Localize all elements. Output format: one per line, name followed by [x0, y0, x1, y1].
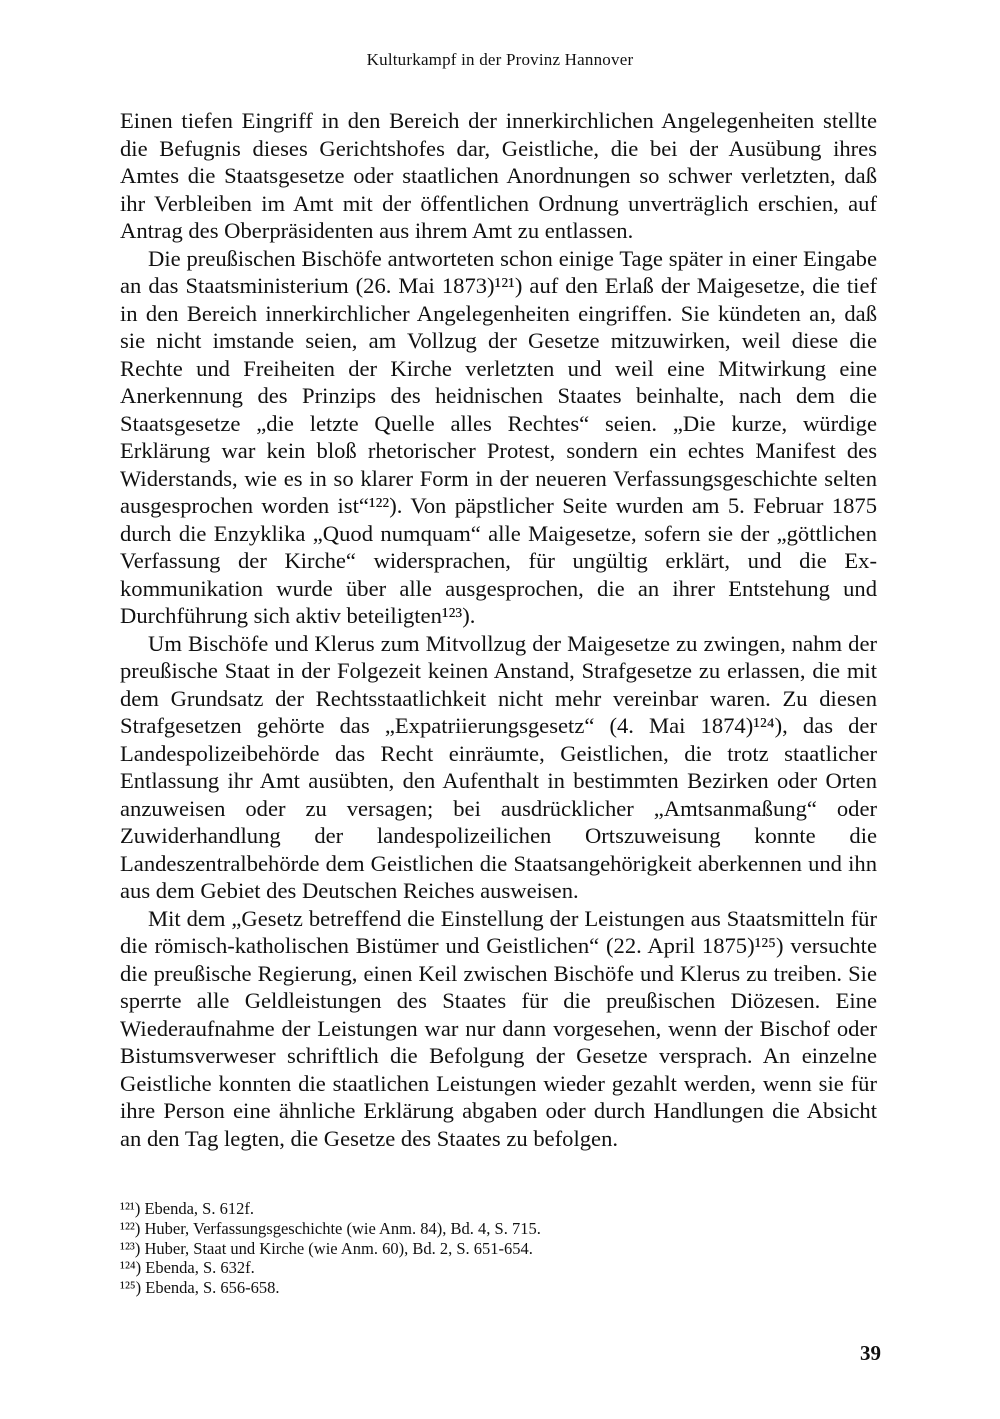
- running-head: Kulturkampf in der Provinz Hannover: [366, 50, 634, 69]
- page-number: 39: [860, 1341, 881, 1365]
- paragraph-3: Um Bischöfe und Klerus zum Mitvollzug der Maigesetze zu zwingen, nahm der preußische Staat in der Folgezeit keinen Anstand, Strafgesetze zu erlassen, die mit dem Grundsatz der Rechtsstaatlichkeit nicht mehr vereinbar waren. Zu diesen Strafgesetzen gehörte das „Expatriierungsgesetz“ (4. Mai 1874)¹²⁴), das der Landespolizeibehörde das Recht einräumte, Geistlichen, die trotz staatlicher Entlassung ihr Amt ausübten, den Aufenthalt in bestimmten Bezirken oder Orten anzuweisen oder zu versagen; bei ausdrücklicher „Amtsanmaßung“ oder Zuwiderhandlung der landespolizeilichen Ortszuweisung konnte die Landeszentralbehörde dem Geistlichen die Staatsangehörigkeit aberkennen und ihn aus dem Gebiet des Deutschen Reiches ausweisen.: [120, 630, 877, 903]
- footnote-123: ¹²³) Huber, Staat und Kirche (wie Anm. 60), Bd. 2, S. 651-654.: [120, 1238, 533, 1258]
- body-text: [120, 107, 877, 1152]
- footnote-124: ¹²⁴) Ebenda, S. 632f.: [120, 1258, 255, 1278]
- paragraph-1: Einen tiefen Eingriff in den Bereich der innerkirchlichen Angelegenheiten stellte die Befugnis dieses Gerichtshofes dar, Geistliche, die bei der Ausübung ihres Amtes die Staatsgesetze oder staatlichen Anordnungen so schwer verletzten, daß ihr Verbleiben im Amt mit der öffentlichen Ordnung unverträglich erschien, auf Antrag des Oberpräsidenten aus ihrem Amt zu entlassen.: [120, 108, 877, 243]
- footnote-125: ¹²⁵) Ebenda, S. 656-658.: [120, 1278, 280, 1298]
- footnote-121: ¹²¹) Ebenda, S. 612f.: [120, 1199, 254, 1218]
- paragraph-4: Mit dem „Gesetz betreffend die Einstellung der Leistungen aus Staatsmitteln für die römisch-katholischen Bistümer und Geistlichen“ (22. April 1875)¹²⁵) versuchte die preußische Regierung, einen Keil zwischen Bischöfe und Klerus zu treiben. Sie sperrte alle Geldleistungen des Staates für die preußischen Diözesen. Eine Wiederaufnahme der Leistungen war nur dann vorgesehen, wenn der Bischof oder Bistumsverweser schriftlich die Befolgung der Gesetze versprach. An einzelne Geistliche konnten die staatlichen Leistungen wieder gezahlt werden, wenn sie für ihre Person eine ähnliche Erklärung abgaben oder durch Handlungen die Absicht an den Tag legten, die Gesetze des Staates zu befolgen.: [120, 905, 877, 1151]
- footnotes: [120, 1199, 877, 1298]
- footnote-122: ¹²²) Huber, Verfassungsgeschichte (wie Anm. 84), Bd. 4, S. 715.: [120, 1218, 541, 1238]
- paragraph-2: Die preußischen Bischöfe antworteten schon einige Tage später in einer Eingabe an das Staatsministerium (26. Mai 1873)¹²¹) auf den Erlaß der Maigesetze, die tief in den Bereich innerkirchlicher Angelegenheiten eingriffen. Sie kündeten an, daß sie nicht imstande seien, am Vollzug der Gesetze mitzuwirken, weil diese die Rechte und Freiheiten der Kirche verletzten und weil eine Mitwirkung eine Anerkennung des Prinzips des heidnischen Staates beinhalte, nach dem die Staatsgesetze „die letzte Quelle alles Rechtes“ seien. „Die kurze, würdige Erklärung war kein bloß rhetorischer Protest, sondern ein echtes Manifest des Widerstands, wie es in so klarer Form in der neueren Verfassungsgeschichte selten ausgesprochen worden ist“¹²²). Von päpstlicher Seite wurden am 5. Februar 1875 durch die Enzyklika „Quod numquam“ alle Maigesetze, sofern sie der „göttlichen Verfassung der Kirche“ widersprachen, für ungültig erklärt, und die Exkommunikation wurde über alle ausgesprochen, die an ihrer Entstehung und Durchführung sich aktiv beteiligten¹²³).: [120, 245, 877, 628]
